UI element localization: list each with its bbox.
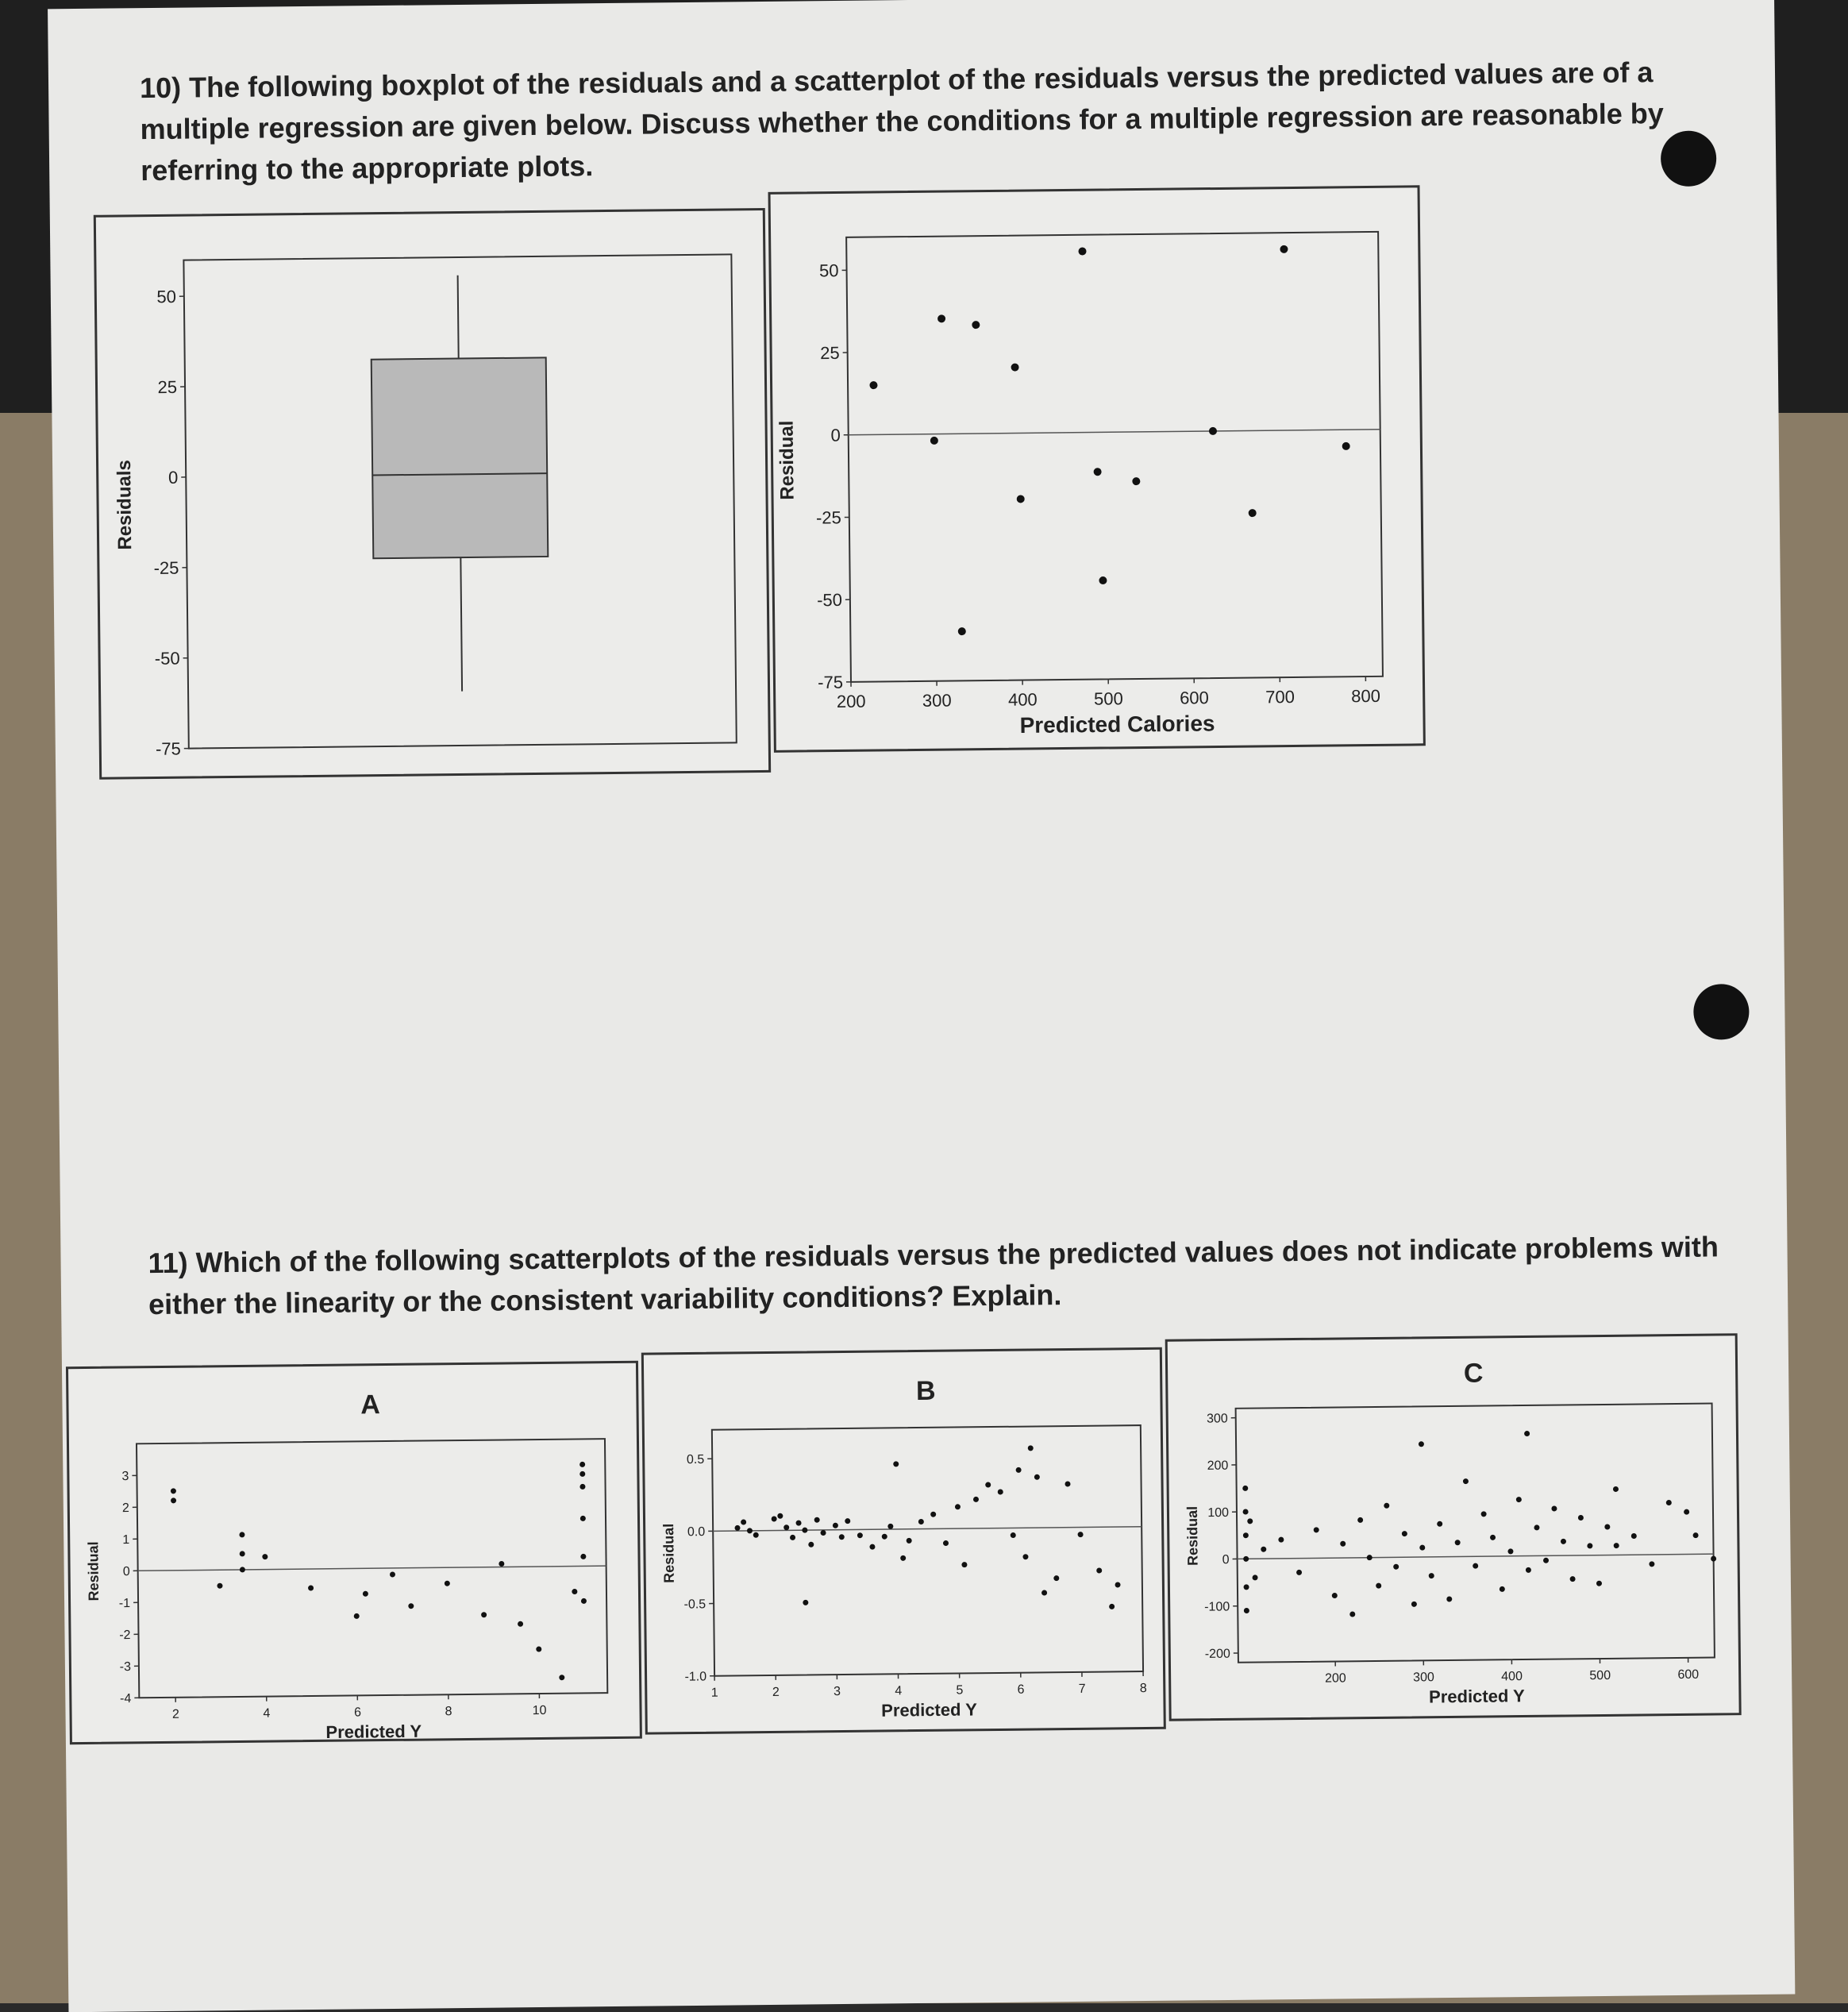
data-point [579,1471,585,1477]
data-point [1411,1602,1417,1607]
x-tick-label: 2 [772,1686,780,1699]
data-point [1446,1596,1452,1602]
data-point [1132,477,1140,485]
data-point [1249,509,1257,517]
data-point [171,1497,176,1503]
plot-frame [712,1425,1143,1676]
data-point [943,1540,949,1546]
data-point [1596,1581,1602,1586]
worksheet-paper [48,0,1795,2012]
data-point [1011,364,1019,372]
data-point [1402,1531,1407,1536]
question-11: 11) Which of the following scatterplots of the residuals versus the predicted values does not indicate problems with either the linearity or the consistent variability conditions? Explain. [148,1226,1720,1325]
data-point [1349,1611,1355,1617]
data-point [239,1532,244,1537]
data-point [1419,1545,1425,1551]
data-point [1244,1608,1249,1613]
upper-whisker [458,276,459,359]
data-point [1490,1535,1496,1540]
data-point [1357,1517,1363,1523]
data-point [1666,1500,1672,1505]
data-point [1516,1497,1522,1502]
data-point [1280,245,1288,253]
data-point [893,1461,899,1467]
data-point [1631,1533,1637,1539]
scatter-c-chart [1168,1336,1739,1718]
data-point [1342,442,1350,450]
y-tick-label: -75 [156,738,181,758]
data-point [741,1519,746,1524]
data-point [1367,1555,1373,1560]
data-point [581,1598,587,1604]
data-point [1578,1515,1584,1521]
y-tick-label: -50 [155,649,180,669]
data-point [1261,1547,1266,1552]
x-tick-label: 7 [1079,1682,1086,1696]
reference-line [713,1527,1142,1532]
data-point [1561,1539,1566,1544]
data-point [869,1544,875,1550]
data-point [1244,1584,1249,1590]
y-tick-label: -3 [120,1660,132,1674]
y-tick-label: 300 [1207,1412,1228,1425]
data-point [1022,1554,1028,1559]
y-tick-label: 0 [1222,1553,1230,1567]
data-point [1473,1563,1478,1569]
scatter-a-chart [68,1363,640,1742]
data-point [747,1528,753,1533]
data-point [1332,1593,1338,1598]
residual-scatter-panel [768,185,1426,753]
question-10: 10) The following boxplot of the residuals and a scatterplot of the residuals versus the predicted values are of a multiple regression are given below. Discuss whether the conditions for a multiple regression are reasonable by referring to the appropriate plots. [140,51,1713,191]
data-point [869,381,877,389]
boxplot-chart [96,210,768,777]
data-point [821,1530,826,1536]
data-point [1243,1556,1249,1562]
data-point [1376,1583,1381,1589]
x-tick-label: 6 [1017,1683,1024,1697]
data-point [499,1561,504,1567]
x-tick-label: 500 [1589,1669,1611,1682]
data-point [1604,1524,1610,1529]
y-tick-label: -50 [817,590,842,610]
x-tick-label: 600 [1677,1668,1699,1682]
data-point [1649,1561,1654,1567]
data-point [998,1489,1003,1494]
y-tick-label: -2 [119,1628,131,1642]
y-tick-label: -25 [154,558,179,578]
data-point [1028,1445,1034,1451]
data-point [1109,1604,1115,1609]
y-tick-label: 1 [122,1533,129,1547]
data-point [579,1462,585,1467]
data-point [845,1518,850,1524]
y-tick-label: 25 [157,377,177,397]
y-tick-label: 50 [156,287,176,306]
data-point [481,1612,487,1617]
chart-title: A [360,1390,380,1420]
x-tick-label: 300 [922,691,952,711]
y-axis-label: Residual [660,1524,677,1583]
chart-title: B [916,1376,936,1406]
data-point [579,1484,585,1490]
data-point [1507,1548,1513,1554]
data-point [918,1519,924,1524]
x-tick-label: 400 [1501,1670,1523,1683]
data-point [985,1482,991,1487]
data-point [1429,1573,1434,1578]
x-tick-label: 4 [895,1684,902,1698]
scatter-panel-b [641,1347,1166,1735]
y-tick-label: -25 [816,507,841,527]
data-point [930,1512,936,1517]
data-point [536,1646,541,1652]
data-point [1078,1532,1084,1537]
data-point [580,1554,586,1559]
x-tick-label: 4 [263,1707,270,1721]
data-point [171,1488,176,1494]
data-point [559,1675,564,1680]
data-point [790,1535,795,1540]
data-point [1078,247,1086,255]
x-tick-label: 1 [711,1686,718,1700]
data-point [1296,1570,1302,1575]
data-point [445,1581,450,1586]
data-point [930,437,938,445]
data-point [1570,1576,1576,1582]
data-point [1017,495,1025,503]
data-point [972,321,980,329]
data-point [1534,1524,1539,1530]
y-tick-label: -1.0 [684,1670,706,1683]
y-tick-label: -1 [119,1597,131,1610]
y-tick-label: -75 [818,673,843,692]
scatter-panel-a [66,1361,642,1745]
data-point [1340,1541,1346,1547]
data-point [1481,1511,1487,1517]
y-tick-label: -4 [120,1692,132,1706]
data-point [802,1528,807,1533]
data-point [572,1589,577,1594]
data-point [1684,1509,1689,1515]
y-tick-label: 50 [819,260,839,280]
data-point [973,1497,979,1502]
y-tick-label: 0 [830,426,841,445]
data-point [887,1524,893,1529]
y-axis-label: Residual [85,1541,102,1601]
data-point [783,1524,789,1530]
data-point [958,627,966,635]
data-point [955,1504,961,1509]
data-point [833,1523,838,1528]
x-tick-label: 200 [837,692,866,711]
x-tick-label: 10 [533,1704,547,1717]
x-tick-label: 600 [1180,688,1209,707]
x-tick-label: 300 [1413,1671,1434,1684]
x-tick-label: 2 [172,1708,179,1721]
x-tick-label: 500 [1094,688,1123,708]
data-point [1016,1467,1022,1473]
data-point [1094,468,1102,476]
data-point [1243,1509,1249,1515]
data-point [240,1567,245,1572]
data-point [1041,1590,1047,1596]
data-point [907,1538,912,1544]
x-axis-label: Predicted Calories [1019,711,1215,738]
data-point [808,1542,814,1548]
data-point [1011,1532,1016,1538]
data-point [1613,1486,1619,1492]
data-point [1243,1532,1249,1538]
y-tick-label: 2 [122,1501,129,1515]
data-point [1526,1567,1531,1573]
y-axis-label: Residual [776,421,799,500]
y-tick-label: -200 [1205,1648,1230,1661]
data-point [1463,1478,1469,1484]
data-point [796,1521,802,1526]
data-point [839,1534,845,1540]
data-point [900,1555,906,1561]
x-axis-label: Predicted Y [881,1699,977,1720]
data-point [1034,1474,1040,1480]
data-point [308,1585,314,1590]
plot-frame [846,232,1383,682]
reference-line [849,430,1380,435]
data-point [882,1534,887,1540]
data-point [1242,1486,1248,1491]
x-tick-label: 8 [1140,1682,1147,1695]
data-point [1711,1556,1716,1562]
data-point [1614,1543,1619,1548]
data-point [814,1517,820,1523]
y-axis-label: Residual [1184,1506,1201,1566]
x-tick-label: 6 [354,1706,361,1719]
data-point [753,1532,759,1538]
data-point [1543,1558,1549,1563]
data-point [734,1525,740,1531]
x-tick-label: 200 [1325,1671,1346,1685]
data-point [363,1591,368,1597]
y-tick-label: 0 [168,468,179,488]
data-point [1314,1527,1319,1532]
y-tick-label: -0.5 [683,1598,706,1611]
data-point [1500,1586,1505,1592]
data-point [518,1621,523,1627]
data-point [1053,1575,1059,1581]
lower-whisker [460,557,462,692]
data-point [1278,1537,1284,1543]
data-point [1551,1505,1557,1511]
data-point [390,1571,395,1577]
x-axis-label: Predicted Y [1429,1686,1525,1706]
data-point [777,1513,783,1519]
data-point [1393,1564,1399,1570]
x-tick-label: 400 [1008,689,1038,709]
residual-scatter-chart [771,187,1423,750]
x-tick-label: 3 [834,1685,841,1698]
data-point [262,1554,268,1559]
data-point [1247,1518,1253,1524]
x-tick-label: 800 [1351,686,1380,706]
data-point [1384,1503,1389,1509]
y-tick-label: 200 [1207,1459,1229,1473]
y-tick-label: -100 [1204,1600,1230,1613]
data-point [803,1600,808,1605]
y-tick-label: 3 [121,1470,129,1483]
data-point [1587,1543,1592,1548]
x-tick-label: 5 [956,1683,963,1697]
data-point [240,1551,245,1556]
y-tick-label: 100 [1207,1506,1229,1520]
chart-title: C [1464,1359,1484,1389]
data-point [1693,1532,1699,1538]
x-axis-label: Predicted Y [325,1721,422,1742]
data-point [580,1516,586,1521]
data-point [772,1516,777,1521]
data-point [1419,1441,1424,1447]
x-tick-label: 8 [445,1705,452,1718]
data-point [1065,1481,1070,1486]
data-point [961,1562,967,1567]
data-point [1115,1582,1121,1587]
x-tick-label: 700 [1265,687,1295,707]
data-point [857,1532,863,1538]
data-point [354,1613,360,1619]
data-point [1099,576,1107,584]
punch-hole-middle [1693,984,1750,1040]
reference-line [138,1566,606,1571]
data-point [1437,1521,1442,1527]
data-point [1209,427,1217,435]
reference-line [1238,1554,1714,1559]
scatter-panel-c [1165,1333,1742,1721]
y-axis-label: Residuals [114,460,136,550]
plot-frame [1236,1404,1715,1663]
y-tick-label: 0.5 [687,1453,705,1467]
scatter-b-chart [644,1350,1164,1733]
data-point [1253,1575,1258,1580]
y-tick-label: 0 [123,1565,130,1578]
data-point [1524,1431,1530,1436]
data-point [1455,1540,1461,1545]
boxplot-panel [94,208,771,780]
y-tick-label: 0.0 [687,1525,706,1539]
y-tick-label: 25 [820,343,840,363]
data-point [217,1583,222,1589]
data-point [1096,1567,1102,1573]
data-point [408,1603,414,1609]
iqr-box [372,357,549,558]
data-point [937,314,945,322]
